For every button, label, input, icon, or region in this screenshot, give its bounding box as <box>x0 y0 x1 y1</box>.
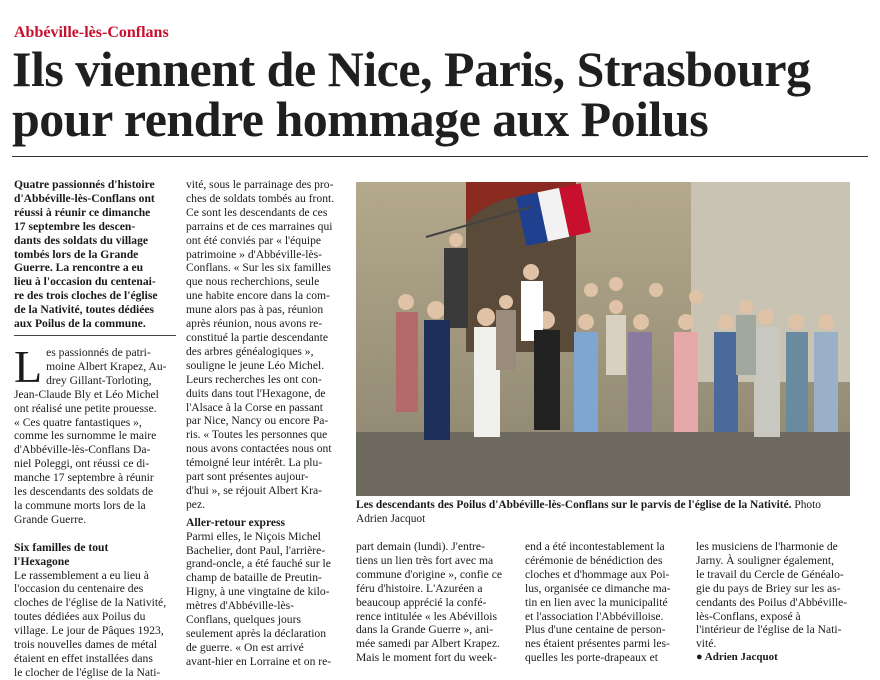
body-line: nous avons contactées nous ont <box>186 442 332 456</box>
body-line: Conflans. « Sur les six familles <box>186 261 331 275</box>
body-line: des arbres généalogiques », <box>186 344 314 358</box>
body-line: l'occasion du centenaire des <box>14 582 144 596</box>
body-paragraph-3 <box>186 178 344 512</box>
body-line: seulement après la déclaration <box>186 627 327 640</box>
caption-credit-label: Photo <box>794 499 821 511</box>
group-photo-illustration <box>356 182 850 496</box>
body-line: beaucoup apprécié la confé- <box>356 595 487 609</box>
body-line: mée samedi par Albert Krapez. <box>356 637 500 651</box>
lead-separator <box>14 335 176 336</box>
body-line: grand-oncle, a été fauché sur le <box>186 557 331 571</box>
body-line: Ce sont les descendants de ces <box>186 205 328 219</box>
body-line: ont réalisé une petite prouesse. <box>14 401 157 415</box>
body-line: souligne le jeune Léo Michel. <box>186 358 325 372</box>
body-line: manche 17 septembre à réunir <box>14 471 154 485</box>
lead-line: Guerre. La rencontre a eu <box>14 261 144 275</box>
subhead-line: l'Hexagone <box>14 554 70 568</box>
caption-text: Les descendants des Poilus d'Abbéville-lès-Conflans sur le parvis de l'église de la Nativité. <box>356 499 792 511</box>
body-line: tin en lien avec la municipalité <box>525 595 668 609</box>
body-line: toutes dédiées aux Poilus du <box>14 610 146 624</box>
body-paragraph-2 <box>14 569 176 680</box>
body-line: lus, organisée ce dimanche ma- <box>525 581 671 595</box>
body-line: patrimoine » d'Abbéville-lès- <box>186 247 323 261</box>
body-line: part sont présentes aujour- <box>186 470 309 484</box>
photo-caption <box>356 499 852 526</box>
body-line: cloches et d'hommage aux Poi- <box>525 567 670 581</box>
body-line: Mais le moment fort du week- <box>356 651 497 665</box>
author-byline: ● Adrien Jacquot <box>696 651 778 664</box>
body-line: Le rassemblement a eu lieu à <box>14 568 149 582</box>
lead-paragraph <box>14 178 176 331</box>
body-line: champ de bataille de Preutin- <box>186 571 322 585</box>
body-line: cérémonie de bénédiction des <box>525 553 663 567</box>
body-line: Grande Guerre. <box>14 512 87 526</box>
body-line: vité. <box>696 637 717 651</box>
headline-line-2: pour rendre hommage aux Poilus <box>12 91 709 147</box>
lead-line: 17 septembre les descen- <box>14 219 136 233</box>
body-line: les descendants des soldats de <box>14 485 154 499</box>
body-line: étaient en effet installées dans <box>14 652 153 665</box>
body-line: d'Abbéville-lès-Conflans Da- <box>14 443 151 457</box>
body-line: féru d'histoire. L'Azuréen a <box>356 581 483 595</box>
body-line: pez. <box>186 497 205 511</box>
body-line: une habite encore dans la com- <box>186 289 330 303</box>
lead-line: re des trois cloches de l'église <box>14 289 158 303</box>
subhead-aller-retour: Aller-retour express <box>186 515 286 529</box>
headline-line-1: Ils viennent de Nice, Paris, Strasbourg <box>12 41 811 97</box>
body-line: mune alors pas à pas, réunion <box>186 303 324 317</box>
caption-credit: Adrien Jacquot <box>356 512 426 525</box>
body-line: duits dans tout l'Hexagone, de <box>186 386 326 400</box>
body-line: commune d'origine », confie ce <box>356 567 502 581</box>
body-line: ont été conviés par « l'équipe <box>186 233 322 247</box>
lead-line: aux Poilus de la commune. <box>14 317 146 331</box>
body-line: moine Albert Krapez, Au- <box>46 359 167 373</box>
body-line: Jarny. À souligner également, <box>696 553 835 567</box>
lead-line: réussi à réunir ce dimanche <box>14 205 151 219</box>
lead-line: dants des soldats du village <box>14 233 149 247</box>
body-line: comme les surnomme le maire <box>14 429 157 443</box>
body-line: de guerre. « On est arrivé <box>186 640 304 654</box>
column-1 <box>14 178 176 680</box>
body-line: constitué la partie descendante <box>186 330 328 344</box>
headline <box>12 41 872 147</box>
body-line: part demain (lundi). J'entre- <box>356 540 485 553</box>
column-3 <box>356 540 512 665</box>
column-5 <box>696 540 852 665</box>
body-line: témoigné leur intérêt. La plu- <box>186 456 323 470</box>
body-line: cloches de l'église de la Nativité, <box>14 596 167 610</box>
body-line: Bachelier, dont Paul, l'arrière- <box>186 543 326 557</box>
lead-line: Quatre passionnés d'histoire <box>14 178 155 191</box>
column-2 <box>186 178 344 669</box>
body-line: Plus d'une centaine de person- <box>525 623 666 637</box>
body-line: trois nouvelles dames de métal <box>14 638 157 652</box>
body-line: rence intitulée « les Abévillois <box>356 609 498 623</box>
body-line: es passionnés de patri- <box>46 345 151 359</box>
body-line: village. Le jour de Pâques 1923, <box>14 624 164 638</box>
body-line: les musiciens de l'harmonie de <box>696 540 838 553</box>
body-line: la commune morts lors de la <box>14 498 146 512</box>
column-4 <box>525 540 683 665</box>
body-line: Higny, à une vingtaine de kilo- <box>186 585 330 599</box>
body-line: lès-Conflans, exposé à <box>696 609 801 623</box>
subhead-six-familles <box>14 541 176 569</box>
body-line: parrains et de ces marraines qui <box>186 219 333 233</box>
body-line: cendants des Poilus d'Abbéville- <box>696 595 848 609</box>
body-line: drey Gillant-Torloting, <box>46 373 152 387</box>
lead-line: lieu à l'occasion du centenai- <box>14 275 156 289</box>
body-line: l'intérieur de l'église de la Nati- <box>696 623 842 637</box>
body-line: ris. « Toutes les personnes que <box>186 428 328 442</box>
body-line: « Ces quatre fantastiques », <box>14 415 142 429</box>
body-paragraph-4 <box>186 530 344 669</box>
body-line: tiens un lien très fort avec ma <box>356 553 494 567</box>
body-line: Jean-Claude Bly et Léo Michel <box>14 387 159 401</box>
body-line: Parmi elles, le Niçois Michel <box>186 529 321 543</box>
body-line: dans la Grande Guerre », ani- <box>356 623 494 637</box>
body-line: vité, sous le parrainage des pro- <box>186 178 334 191</box>
lead-line: tombés lors de la Grande <box>14 247 139 261</box>
body-line: le travail du Cercle de Généalo- <box>696 567 844 581</box>
headline-rule <box>12 156 868 157</box>
body-line: par Nice, Nancy ou encore Pa- <box>186 414 329 428</box>
body-line: gie du pays de Briey sur les as- <box>696 581 841 595</box>
body-line: avant-hier en Lorraine et on re- <box>186 654 332 668</box>
body-line: Conflans, quelques jours <box>186 613 301 627</box>
body-line: quelles les porte-drapeaux et <box>525 651 658 665</box>
subhead-line: Six familles de tout <box>14 540 109 554</box>
body-line: nes étaient présentes parmi les- <box>525 637 670 651</box>
body-line: niel Poleggi, ont réussi ce di- <box>14 457 150 471</box>
drop-cap: L <box>14 340 43 392</box>
body-line: end a été incontestablement la <box>525 540 665 553</box>
body-line: l'Alsace à la Corse en passant <box>186 400 323 414</box>
body-line: le clocher de l'église de la Nati- <box>14 665 161 679</box>
body-line: d'hui », se réjouit Albert Kra- <box>186 483 323 497</box>
body-line: après réunion, nous avons re- <box>186 317 323 331</box>
body-line: et l'association l'Abbévilloise. <box>525 609 664 623</box>
body-line: Leurs recherches les ont con- <box>186 372 322 386</box>
body-line: mètres d'Abbéville-lès- <box>186 599 295 613</box>
lead-line: d'Abbéville-lès-Conflans ont <box>14 191 155 205</box>
lead-line: de la Nativité, toutes dédiées <box>14 303 155 317</box>
body-line: ches de soldats tombés au front. <box>186 191 335 205</box>
body-paragraph-1 <box>14 340 176 527</box>
group-photo <box>356 182 850 496</box>
body-line: que nous recherchions, seule <box>186 275 320 289</box>
section-kicker: Abbéville-lès-Conflans <box>14 24 169 41</box>
